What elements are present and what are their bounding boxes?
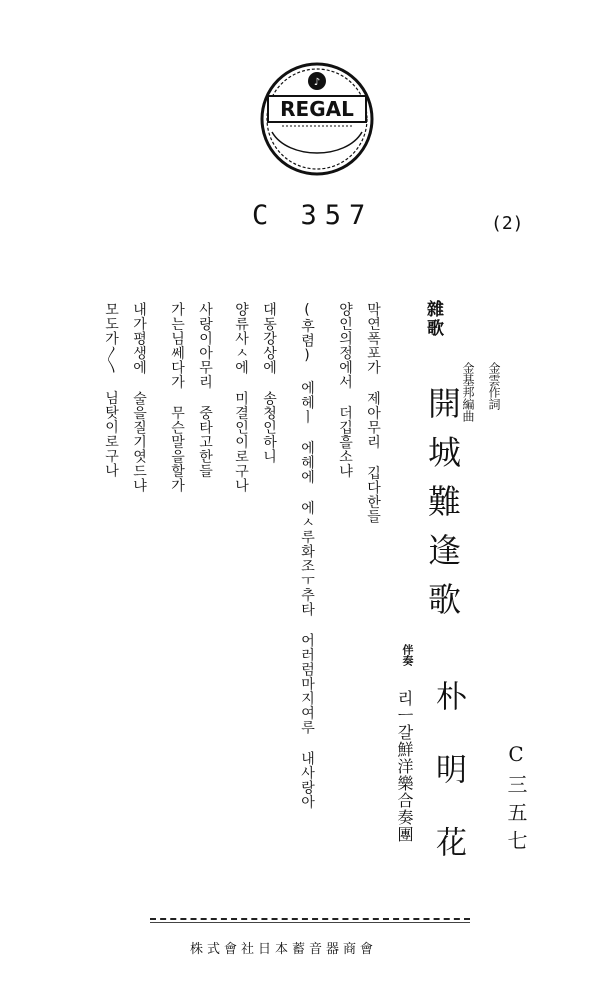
lyric-line-2: 양인의정에서 더깁흘소냐 — [337, 302, 353, 478]
genre-label: 雜歌 — [423, 300, 443, 338]
side-number: (2) — [491, 213, 524, 234]
composer-credit: 金基邦編曲 — [461, 362, 475, 422]
catalog-number-kanji: C三五七 — [504, 742, 528, 858]
singer-name: 朴明花 — [430, 680, 466, 899]
logo-wordmark: REGAL — [280, 97, 354, 121]
regal-logo — [258, 60, 376, 178]
lyric-line-6: 가는님쎄다가 무슨말을할가 — [169, 302, 185, 493]
lyric-line-4: 양류사ㅅ에 미결인이로구나 — [233, 302, 249, 493]
accompaniment-label: 伴奏 — [401, 644, 414, 666]
lyric-line-1: 막연폭포가 제아무리 깁다한들 — [365, 302, 381, 524]
lyric-line-8: 모도가〳〵 님탓이로구나 — [103, 302, 119, 478]
catalog-number: C 357 — [252, 200, 374, 231]
lyricist-credit: 金雲作詞 — [487, 362, 501, 410]
accompaniment-name: 리ㅡ갈鮮洋樂合奏團 — [395, 690, 414, 843]
lyric-line-7: 내가평생에 술을질기엿드냐 — [131, 302, 147, 493]
lyric-line-3: 대동강상에 송청인하니 — [261, 302, 277, 464]
lyric-line-5: 사랑이아무리 중타고한들 — [197, 302, 213, 478]
svg-text:♪: ♪ — [313, 77, 321, 88]
footer-rule-inner — [150, 922, 470, 923]
lyric-line-refrain: (후렴) 에헤ㅣ 에헤에 에ㅅ루화조ㅜ추타 어러럼마지여루 내사랑아 — [299, 302, 315, 809]
song-title: 開城難逢歌 — [423, 386, 462, 631]
publisher-name: 株式會社日本蓄音器商會 — [190, 942, 378, 957]
footer-rule — [150, 918, 470, 920]
